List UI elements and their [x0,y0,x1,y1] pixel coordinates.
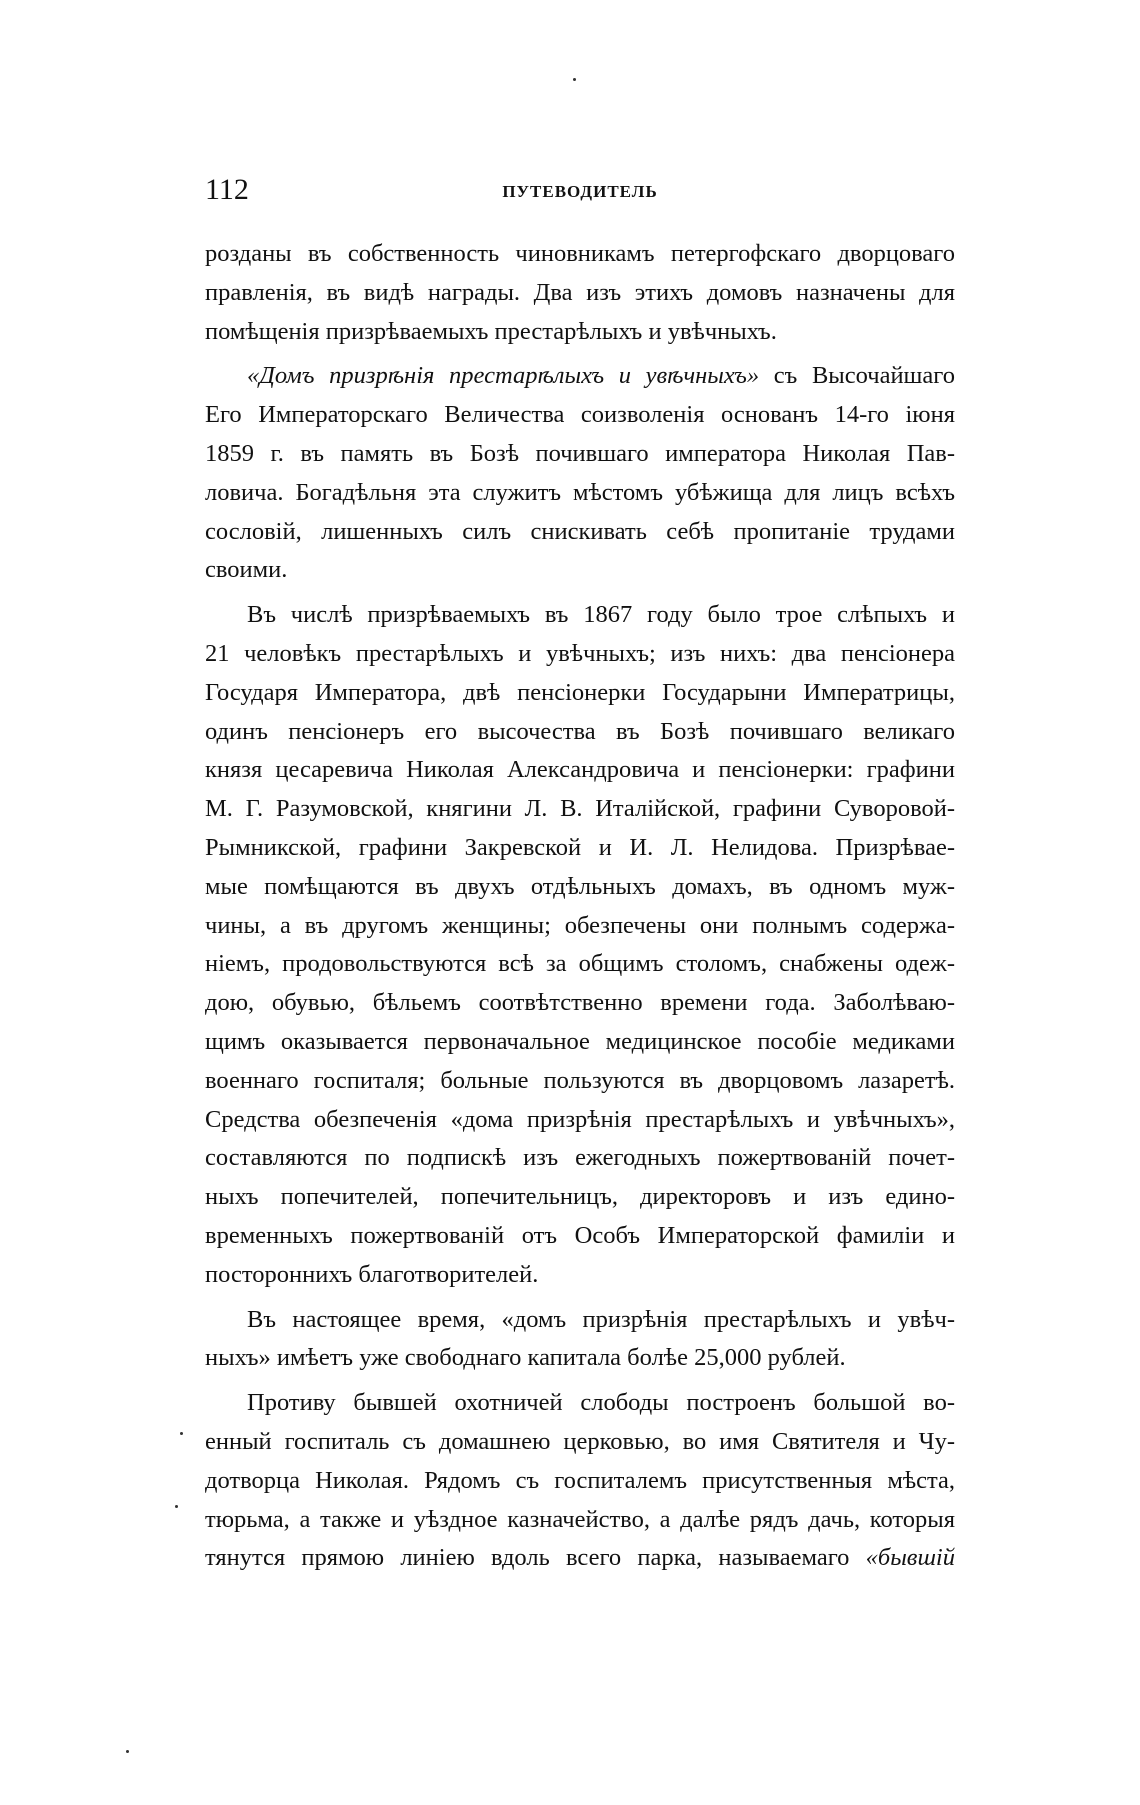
print-speck [180,1432,183,1435]
page-header [205,172,955,212]
print-speck [175,1505,178,1508]
text-line: ныхъ попечителей, попечительницъ, директоровъ и изъ едино- [205,1183,955,1211]
text-line: енный госпиталь съ домашнею церковью, во имя Святителя и Чу- [205,1427,955,1455]
text-line: розданы въ собственность чиновникамъ петергофскаго дворцоваго [205,240,955,267]
text-line: Государя Императора, двѣ пенсіонерки Государыни Императрицы, [205,678,955,706]
text-fragment: тянутся прямою линіею вдоль всего парка, называемаго [205,1544,866,1572]
italic-fragment: «бывшій [865,1544,955,1572]
text-line: щимъ оказывается первоначальное медицинское пособіе медиками [205,1027,955,1055]
text-line: 21 человѣкъ престарѣлыхъ и увѣчныхъ; изъ нихъ: два пенсіонера [205,639,955,667]
text-line: ныхъ» имѣетъ уже свободнаго капитала болѣе 25,000 рублей. [205,1344,846,1372]
text-line: Противу бывшей охотничей слободы построенъ большой во- [247,1389,955,1417]
text-line: тюрьма, а также и уѣздное казначейство, а далѣе рядъ дачь, которыя [205,1505,955,1533]
text-line [205,1539,955,1578]
text-line: одинъ пенсіонеръ его высочества въ Бозѣ почившаго великаго [205,717,955,745]
text-line [205,357,955,396]
print-speck [126,1750,129,1753]
text-fragment: съ Высочайшаго [759,362,955,390]
text-line: М. Г. Разумовской, княгини Л. В. Италійской, графини Суворовой- [205,795,955,823]
text-line: ловича. Богадѣльня эта служитъ мѣстомъ убѣжища для лицъ всѣхъ [205,478,955,506]
text-line: сословій, лишенныхъ силъ снискивать себѣ пропитаніе трудами [205,517,955,545]
page-number: 112 [205,173,249,206]
text-line: помѣщенія призрѣваемыхъ престарѣлыхъ и увѣчныхъ. [205,317,777,345]
text-line: Средства обезпеченія «дома призрѣнія престарѣлыхъ и увѣчныхъ», [205,1105,955,1133]
text-line: постороннихъ благотворителей. [205,1260,539,1288]
book-page [205,0,955,1805]
text-line: ніемъ, продовольствуются всѣ за общимъ столомъ, снабжены одеж- [205,950,955,978]
body-text [205,235,955,1578]
paragraph-5 [205,1384,955,1578]
text-line: Въ настоящее время, «домъ призрѣнія престарѣлыхъ и увѣч- [247,1305,955,1333]
paragraph-4 [205,1301,955,1379]
paragraph-3 [205,596,955,1294]
text-line: правленія, въ видѣ награды. Два изъ этихъ домовъ назначены для [205,278,955,306]
italic-title: «Домъ призрѣнія престарѣлыхъ и увѣчныхъ» [247,362,760,390]
text-line: мые помѣщаются въ двухъ отдѣльныхъ домахъ, въ одномъ муж- [205,872,955,900]
text-line: дою, обувью, бѣльемъ соотвѣтственно времени года. Заболѣваю- [205,989,955,1017]
paragraph-2 [205,357,955,590]
paragraph-1 [205,235,955,351]
text-line: Рымникской, графини Закревской и И. Л. Нелидова. Призрѣвае- [205,833,955,861]
text-line: Его Императорскаго Величества соизволенія основанъ 14-го іюня [205,401,955,429]
text-line: составляются по подпискѣ изъ ежегодныхъ пожертвованій почет- [205,1144,955,1172]
text-line: Въ числѣ призрѣваемыхъ въ 1867 году было трое слѣпыхъ и [247,601,955,629]
text-line: военнаго госпиталя; больные пользуются въ дворцовомъ лазаретѣ. [205,1066,955,1094]
text-line: дотворца Николая. Рядомъ съ госпиталемъ присутственныя мѣста, [205,1466,955,1494]
text-line: временныхъ пожертвованій отъ Особъ Императорской фамиліи и [205,1221,955,1249]
text-line: своими. [205,556,288,584]
running-title: ПУТЕВОДИТЕЛЬ [502,182,658,201]
text-line: 1859 г. въ память въ Бозѣ почившаго императора Николая Пав- [205,439,955,467]
text-line: чины, а въ другомъ женщины; обезпечены они полнымъ содержа- [205,911,955,939]
text-line: князя цесаревича Николая Александровича и пенсіонерки: графини [205,756,955,784]
